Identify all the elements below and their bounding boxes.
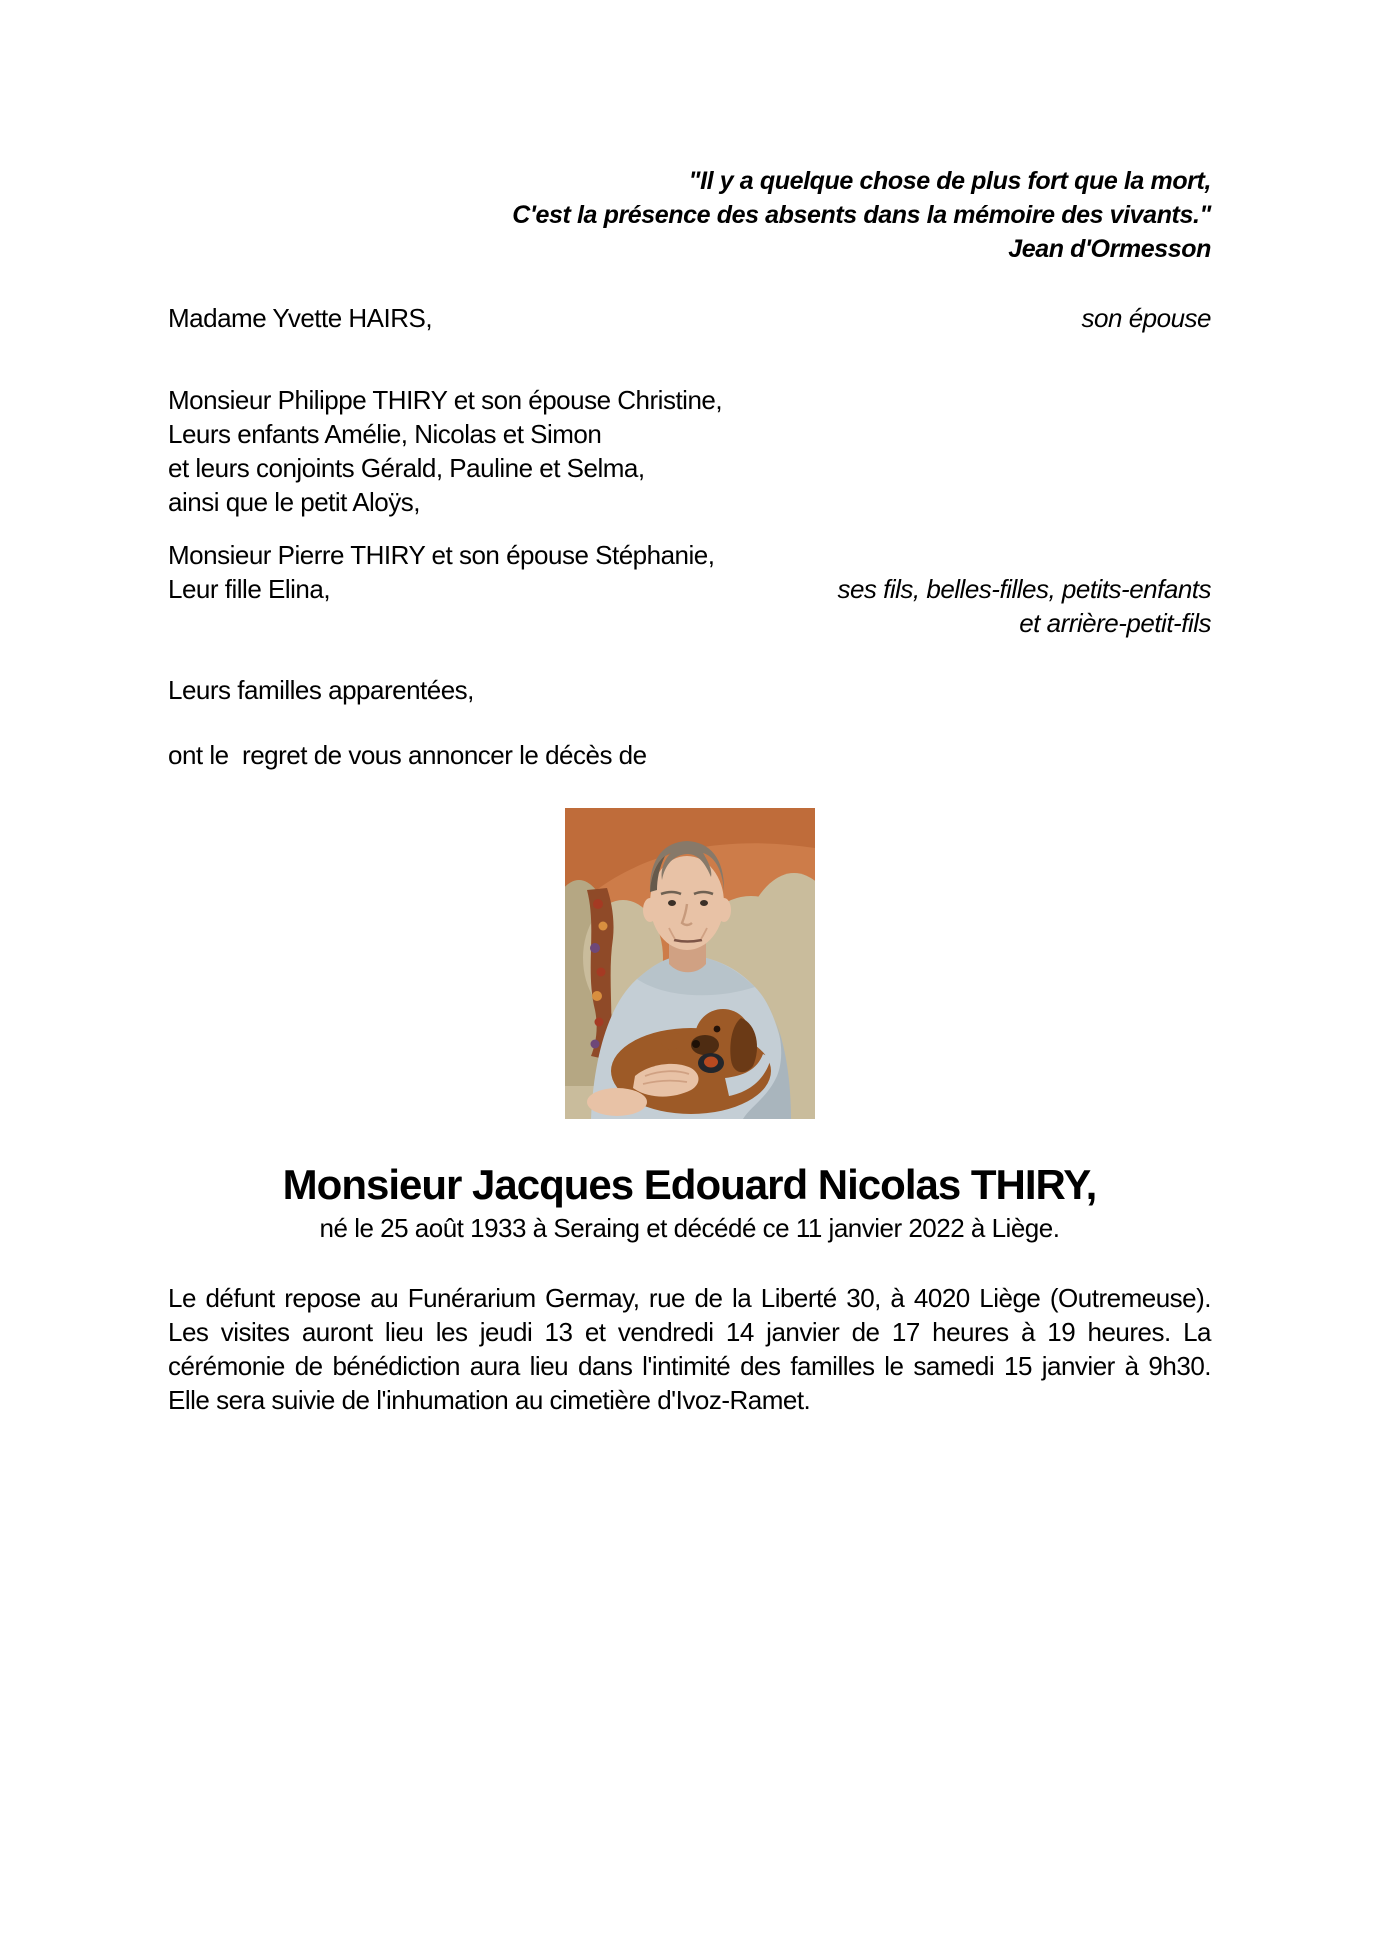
portrait-photo-svg <box>565 808 815 1119</box>
floral-dot-6 <box>594 1018 603 1027</box>
family-block-philippe <box>168 383 1211 519</box>
floral-dot-7 <box>590 1040 599 1049</box>
family2-line-2: Leur fille Elina, <box>168 574 331 604</box>
family1-line-4: ainsi que le petit Aloÿs, <box>168 487 420 517</box>
man-mouth <box>674 940 702 942</box>
man-left-hand <box>587 1088 647 1116</box>
quote-line-2: C'est la présence des absents dans la mémoire des vivants." <box>512 201 1211 229</box>
floral-dot-5 <box>592 991 602 1001</box>
family2-line-1: Monsieur Pierre THIRY et son épouse Stéphanie, <box>168 540 715 570</box>
spouse-name: Madame Yvette HAIRS, <box>168 303 433 333</box>
man-head <box>650 856 724 950</box>
related-families-line: Leurs familles apparentées, <box>168 675 474 705</box>
man-right-eye <box>700 900 708 906</box>
funeral-details-paragraph: Le défunt repose au Funérarium Germay, rue de la Liberté 30, à 4020 Liège (Outremeuse). Les visites auront lieu les jeudi 13 et vendredi 14 janvier de 17 heures à 19 heures. La cérémonie de bénédiction aura lieu dans l'intimité des familles le samedi 15 janvier à 9h30. Elle sera suivie de l'inhumation au cimetière d'Ivoz-Ramet. <box>168 1283 1211 1415</box>
floral-dot-3 <box>590 943 600 953</box>
deceased-name: Monsieur Jacques Edouard Nicolas THIRY, <box>282 1161 1097 1208</box>
spouse-line <box>168 301 1211 335</box>
family1-line-2: Leurs enfants Amélie, Nicolas et Simon <box>168 419 602 449</box>
family2-line-2-row <box>168 572 1211 606</box>
watch-dial <box>704 1057 718 1068</box>
deceased-life-dates: né le 25 août 1933 à Seraing et décédé ce 11 janvier 2022 à Liège. <box>319 1213 1060 1243</box>
dog-nose <box>692 1040 700 1048</box>
family1-line-1: Monsieur Philippe THIRY et son épouse Christine, <box>168 385 723 415</box>
deceased-portrait-photo <box>565 808 815 1119</box>
quote-line-1: "Il y a quelque chose de plus fort que la mort, <box>688 167 1211 195</box>
floral-dot-4 <box>596 968 605 977</box>
man-left-eye <box>668 900 676 906</box>
family2-relation-1: ses fils, belles-filles, petits-enfants <box>837 574 1211 604</box>
quote-attribution: Jean d'Ormesson <box>1008 235 1211 263</box>
spouse-relation: son épouse <box>1081 303 1211 333</box>
floral-dot-1 <box>593 899 603 909</box>
dog-eye <box>713 1026 720 1033</box>
family-block-pierre <box>168 538 1211 640</box>
family1-line-3: et leurs conjoints Gérald, Pauline et Selma, <box>168 453 645 483</box>
family2-relation-2: et arrière-petit-fils <box>1019 608 1211 638</box>
memorial-quote <box>168 164 1211 266</box>
floral-dot-2 <box>598 922 607 931</box>
announcement-line: ont le regret de vous annoncer le décès de <box>168 740 647 770</box>
